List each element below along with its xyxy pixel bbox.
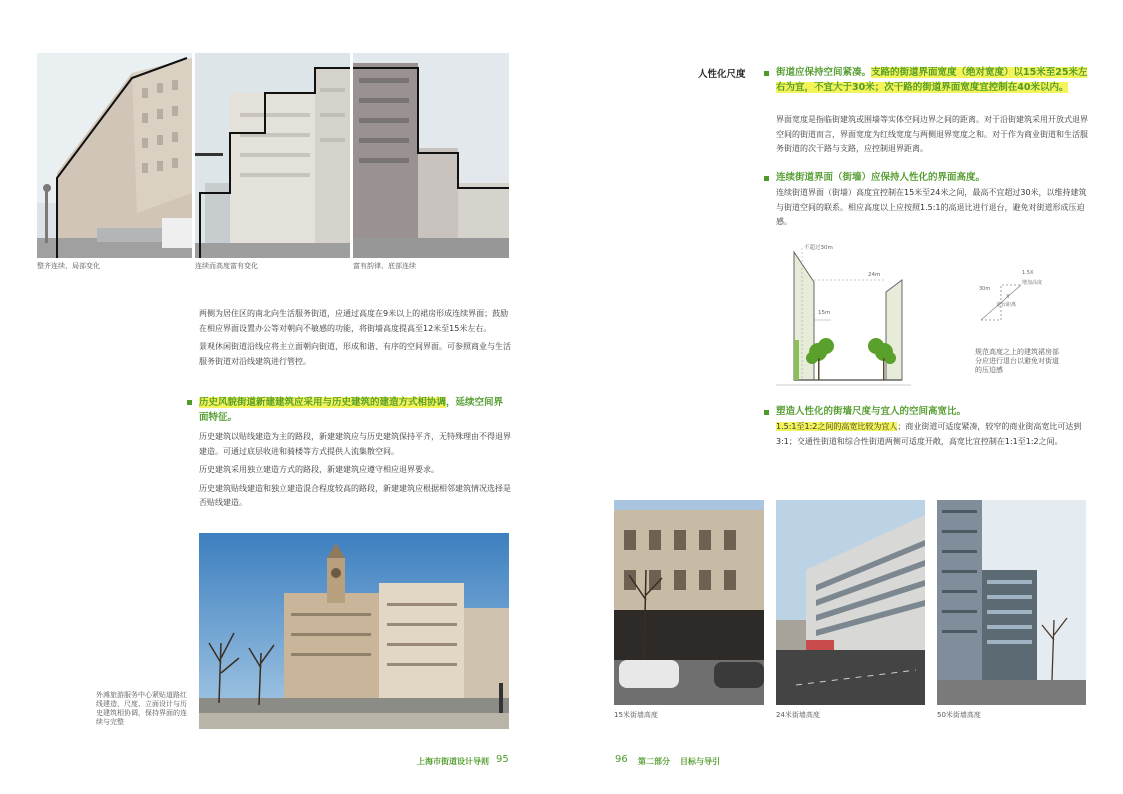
diagram-label-zone: 增加高度 <box>1022 280 1043 286</box>
historic-paragraph-1: 历史建筑以贴线建造为主的路段，新建建筑应与历史建筑保持平齐，无特殊理由不得退界建造。可通过底层收进和骑楼等方式提供人流集散空间。 <box>199 432 511 456</box>
compact-heading-highlight: 支路的街道界面宽度（绝对宽度）以15米至25米左右为宜，不宜大于30米；次干路的街道界面宽度宜控制在40米以内。 <box>776 67 1088 93</box>
historic-street-text <box>199 430 511 515</box>
ratio-text <box>776 420 1091 449</box>
diagram-note: 规范高度之上的建筑裙房部分应进行退台以避免对街道的压迫感 <box>975 348 1059 374</box>
width-definition-text: 界面宽度是指临街建筑或围墙等实体空间边界之间的距离。对于沿街建筑采用开放式退界空间的街道而言，界面宽度为红线宽度与两侧退界宽度之和。对于作为商业街道和生活服务街道的次干路与支路，应控制退界距离。 <box>776 115 1088 153</box>
intro-paragraph-1: 两侧为居住区的南北向生活服务街道，应通过高度在9米以上的裙房形成连续界面；鼓励在相应界面设置办公等对朝向不敏感的功能，将街墙高度提高至12米至15米左右。 <box>199 309 509 333</box>
diagram-label-15: 15m <box>818 310 831 316</box>
intro-paragraph-2: 景观休闲街道沿线应将主立面朝向街道，形成和谐、有序的空间界面。可参照商业与生活服务街道对沿线建筑进行管控。 <box>199 342 511 366</box>
diagram-label-15x: 1.5X <box>1022 270 1034 276</box>
right-footer-part: 第二部分 <box>638 757 670 766</box>
street-photo-varied-height <box>195 53 350 258</box>
historic-street-heading <box>199 395 511 425</box>
photo-50m-street <box>937 500 1086 705</box>
historic-paragraph-2: 历史建筑采用独立建造方式的路段，新建建筑应遵守相应退界要求。 <box>199 465 439 474</box>
right-page-number: 96 <box>615 754 628 765</box>
left-page-number: 95 <box>496 754 509 765</box>
ratio-highlight: 1.5:1至1:2之间的高宽比较为宜人 <box>776 422 898 431</box>
photo-caption-50m: 50米街墙高度 <box>937 711 981 719</box>
bullet-icon <box>764 71 769 76</box>
diagram-label-setback: 退台距离 <box>996 302 1017 308</box>
photo-caption-24m: 24米街墙高度 <box>776 711 820 719</box>
left-footer-title: 上海市街道设计导则 <box>417 757 489 766</box>
heading-rest: ，延续空间界面特征。 <box>199 397 504 423</box>
bullet-icon <box>764 176 769 181</box>
diagram-label-24: 24m <box>868 272 881 278</box>
ratio-heading: 塑造人性化的街墙尺度与宜人的空间高宽比。 <box>776 406 967 417</box>
street-photo-uniform <box>37 53 192 258</box>
photo-caption-1: 整齐连续、局部变化 <box>37 262 100 270</box>
diagram-label-30: 30m <box>979 286 991 292</box>
street-wall-heading: 连续街道界面（街墙）应保持人性化的界面高度。 <box>776 172 986 183</box>
street-photo-rhythmic <box>353 53 509 258</box>
photo-caption-2: 连续而高度富有变化 <box>195 262 258 270</box>
compact-space-heading <box>776 65 1091 95</box>
bullet-icon <box>764 410 769 415</box>
bullet-icon <box>187 400 192 405</box>
heading-highlight: 历史风貌街道新建建筑应采用与历史建筑的建造方式相协调 <box>199 397 447 408</box>
right-footer-title: 目标与导引 <box>680 757 720 766</box>
bund-photo-caption: 外滩旅游服务中心紧贴道路红线建造，尺度、立面设计与历史建筑相协调，保持界面的连续与完整 <box>96 691 187 726</box>
street-wall-text: 连续街道界面（街墙）高度宜控制在15米至24米之间，最高不宜超过30米，以维持建筑与街道空间的联系。相应高度以上应按照1.5:1的高退比进行退台，避免对街道形成压迫感。 <box>776 188 1087 226</box>
historic-paragraph-3: 历史建筑贴线建造和独立建造混合程度较高的路段，新建建筑应根据相邻建筑情况选择是否贴线建造。 <box>199 483 511 507</box>
intro-text <box>199 307 511 373</box>
diagram-label-x: X <box>1006 294 1010 300</box>
diagram-label-max: 不超过30m <box>804 245 833 251</box>
ratio-rest: ；商业街道可适度紧凑，较窄的商业街高宽比可达到3:1；交通性街道和综合性街道两侧可适度开敞，高宽比宜控制在1:1至1:2之间。 <box>776 422 1082 446</box>
photo-15m-street <box>614 500 764 705</box>
photo-caption-3: 富有韵律、底部连续 <box>353 262 416 270</box>
bund-photo <box>199 533 509 729</box>
compact-heading-plain: 街道应保持空间紧凑。 <box>776 67 872 78</box>
photo-24m-street <box>776 500 925 705</box>
photo-caption-15m: 15米街墙高度 <box>614 711 658 719</box>
side-title: 人性化尺度 <box>698 69 746 80</box>
